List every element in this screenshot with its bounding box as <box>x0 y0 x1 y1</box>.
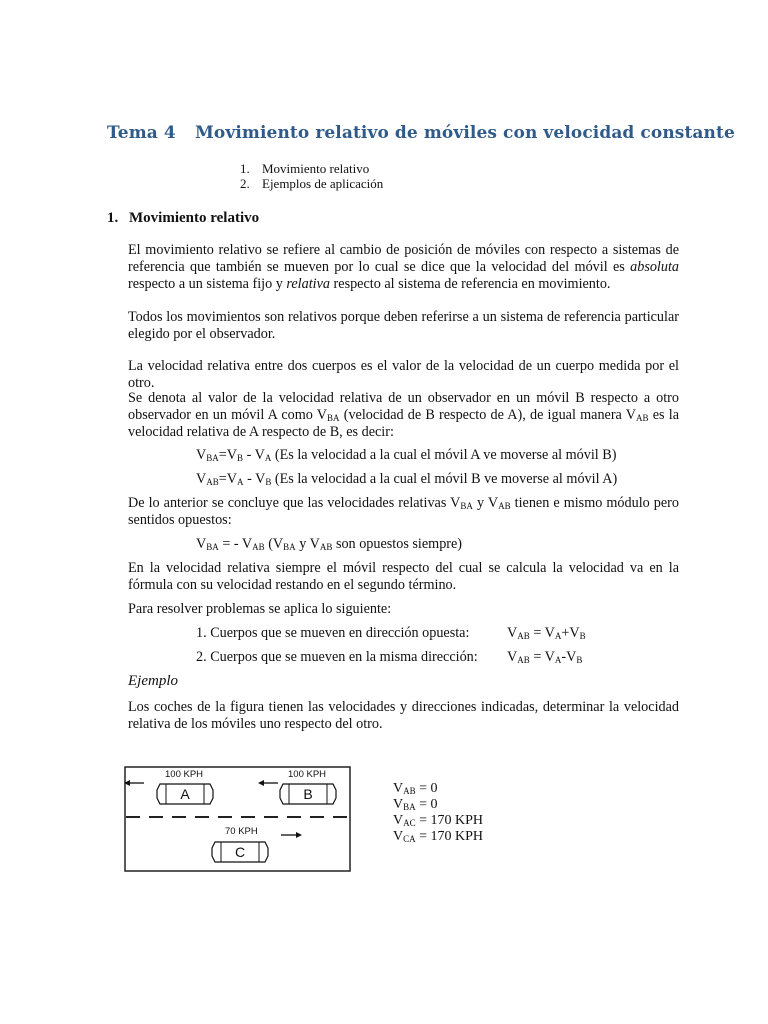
car-b-label: B <box>303 786 313 802</box>
results-list <box>393 781 483 845</box>
equation-vba: $V_{BA}=V_B - V_A$ (Es la velocidad a la cual el móvil A ve moverse al móvil B) <box>196 447 617 463</box>
paragraph-3: La velocidad relativa entre dos cuerpos es el valor de la velocidad de un cuerpo medida por el otro. <box>128 358 679 391</box>
result-item: $V_{AC} = 170$ KPH <box>393 813 484 828</box>
rule-same: 2. Cuerpos que se mueven en la misma dirección: <box>196 649 478 665</box>
toc-item: 2. Ejemplos de aplicación <box>240 176 384 191</box>
rule-opposite-formula: $V_{AB} = V_A+V_B$ <box>507 625 586 641</box>
paragraph-6: En la velocidad relativa siempre el móvil respecto del cual se calcula la velocidad va en la fórmula con su velocidad restando en el segundo término. <box>128 560 679 593</box>
result-item: $V_{CA} = 170$ KPH <box>393 829 484 844</box>
rule-same-formula: $V_{AB} = V_A-V_B$ <box>507 649 583 665</box>
paragraph-2: Todos los movimientos son relativos porque deben referirse a un sistema de referencia particular elegido por el observador. <box>128 309 679 342</box>
equation-opposite: $V_{BA}$ = - $V_{AB}$ ($V_{BA}$ y $V_{AB}$ son opuestos siempre) <box>196 536 463 552</box>
car-a <box>157 784 213 804</box>
car-a-label: A <box>180 786 190 802</box>
speed-label-c: 70 KPH <box>225 826 258 837</box>
result-item: $V_{BA} = 0$ <box>393 797 438 812</box>
paragraph-5: De lo anterior se concluye que las velocidades relativas $V_{BA}$ y $V_{AB}$ tienen e mismo módulo pero sentidos opuestos: <box>128 495 679 528</box>
paragraph-4: Se denota al valor de la velocidad relativa de un observador en un móvil B respecto a otro observador en un móvil A como $V_{BA}$ (velocidad de B respecto de A), de igual manera $V_{AB}$ es la velocidad relativa de A respecto de B, es decir: <box>128 390 679 440</box>
paragraph-7: Para resolver problemas se aplica lo siguiente: <box>128 601 392 617</box>
car-c-label: C <box>234 844 246 860</box>
road-diagram <box>124 766 352 872</box>
section-heading: 1. Movimiento relativo <box>107 210 260 226</box>
speed-label-a: 100 KPH <box>165 769 204 780</box>
title-text: Movimiento relativo de móviles con velocidad constante <box>195 123 735 143</box>
car-b <box>280 784 336 804</box>
toc-item: 1. Movimiento relativo <box>240 161 370 176</box>
road-diagram-svg <box>124 766 352 872</box>
example-heading: Ejemplo <box>128 673 178 689</box>
rule-opposite: 1. Cuerpos que se mueven en dirección opuesta: <box>196 625 470 641</box>
tema-label: Tema 4 <box>107 123 176 143</box>
car-c <box>212 842 268 862</box>
page-title <box>107 123 735 143</box>
result-item: $V_{AB} = 0$ <box>393 781 438 796</box>
paragraph-8: Los coches de la figura tienen las velocidades y direcciones indicadas, determinar la velocidad relativa de los móviles uno respecto del otro. <box>128 699 679 732</box>
speed-label-b: 100 KPH <box>288 769 327 780</box>
equation-vab: $V_{AB}=V_A - V_B$ (Es la velocidad a la cual el móvil B ve moverse al móvil A) <box>196 471 618 487</box>
table-of-contents <box>240 161 383 191</box>
paragraph-1: El movimiento relativo se refiere al cambio de posición de móviles con respecto a sistemas de referencia que también se mueven por lo cual se dice que la velocidad del móvil es absoluta respecto a un sistema fijo y relativa respecto al sistema de referencia en movimiento. <box>128 242 679 292</box>
